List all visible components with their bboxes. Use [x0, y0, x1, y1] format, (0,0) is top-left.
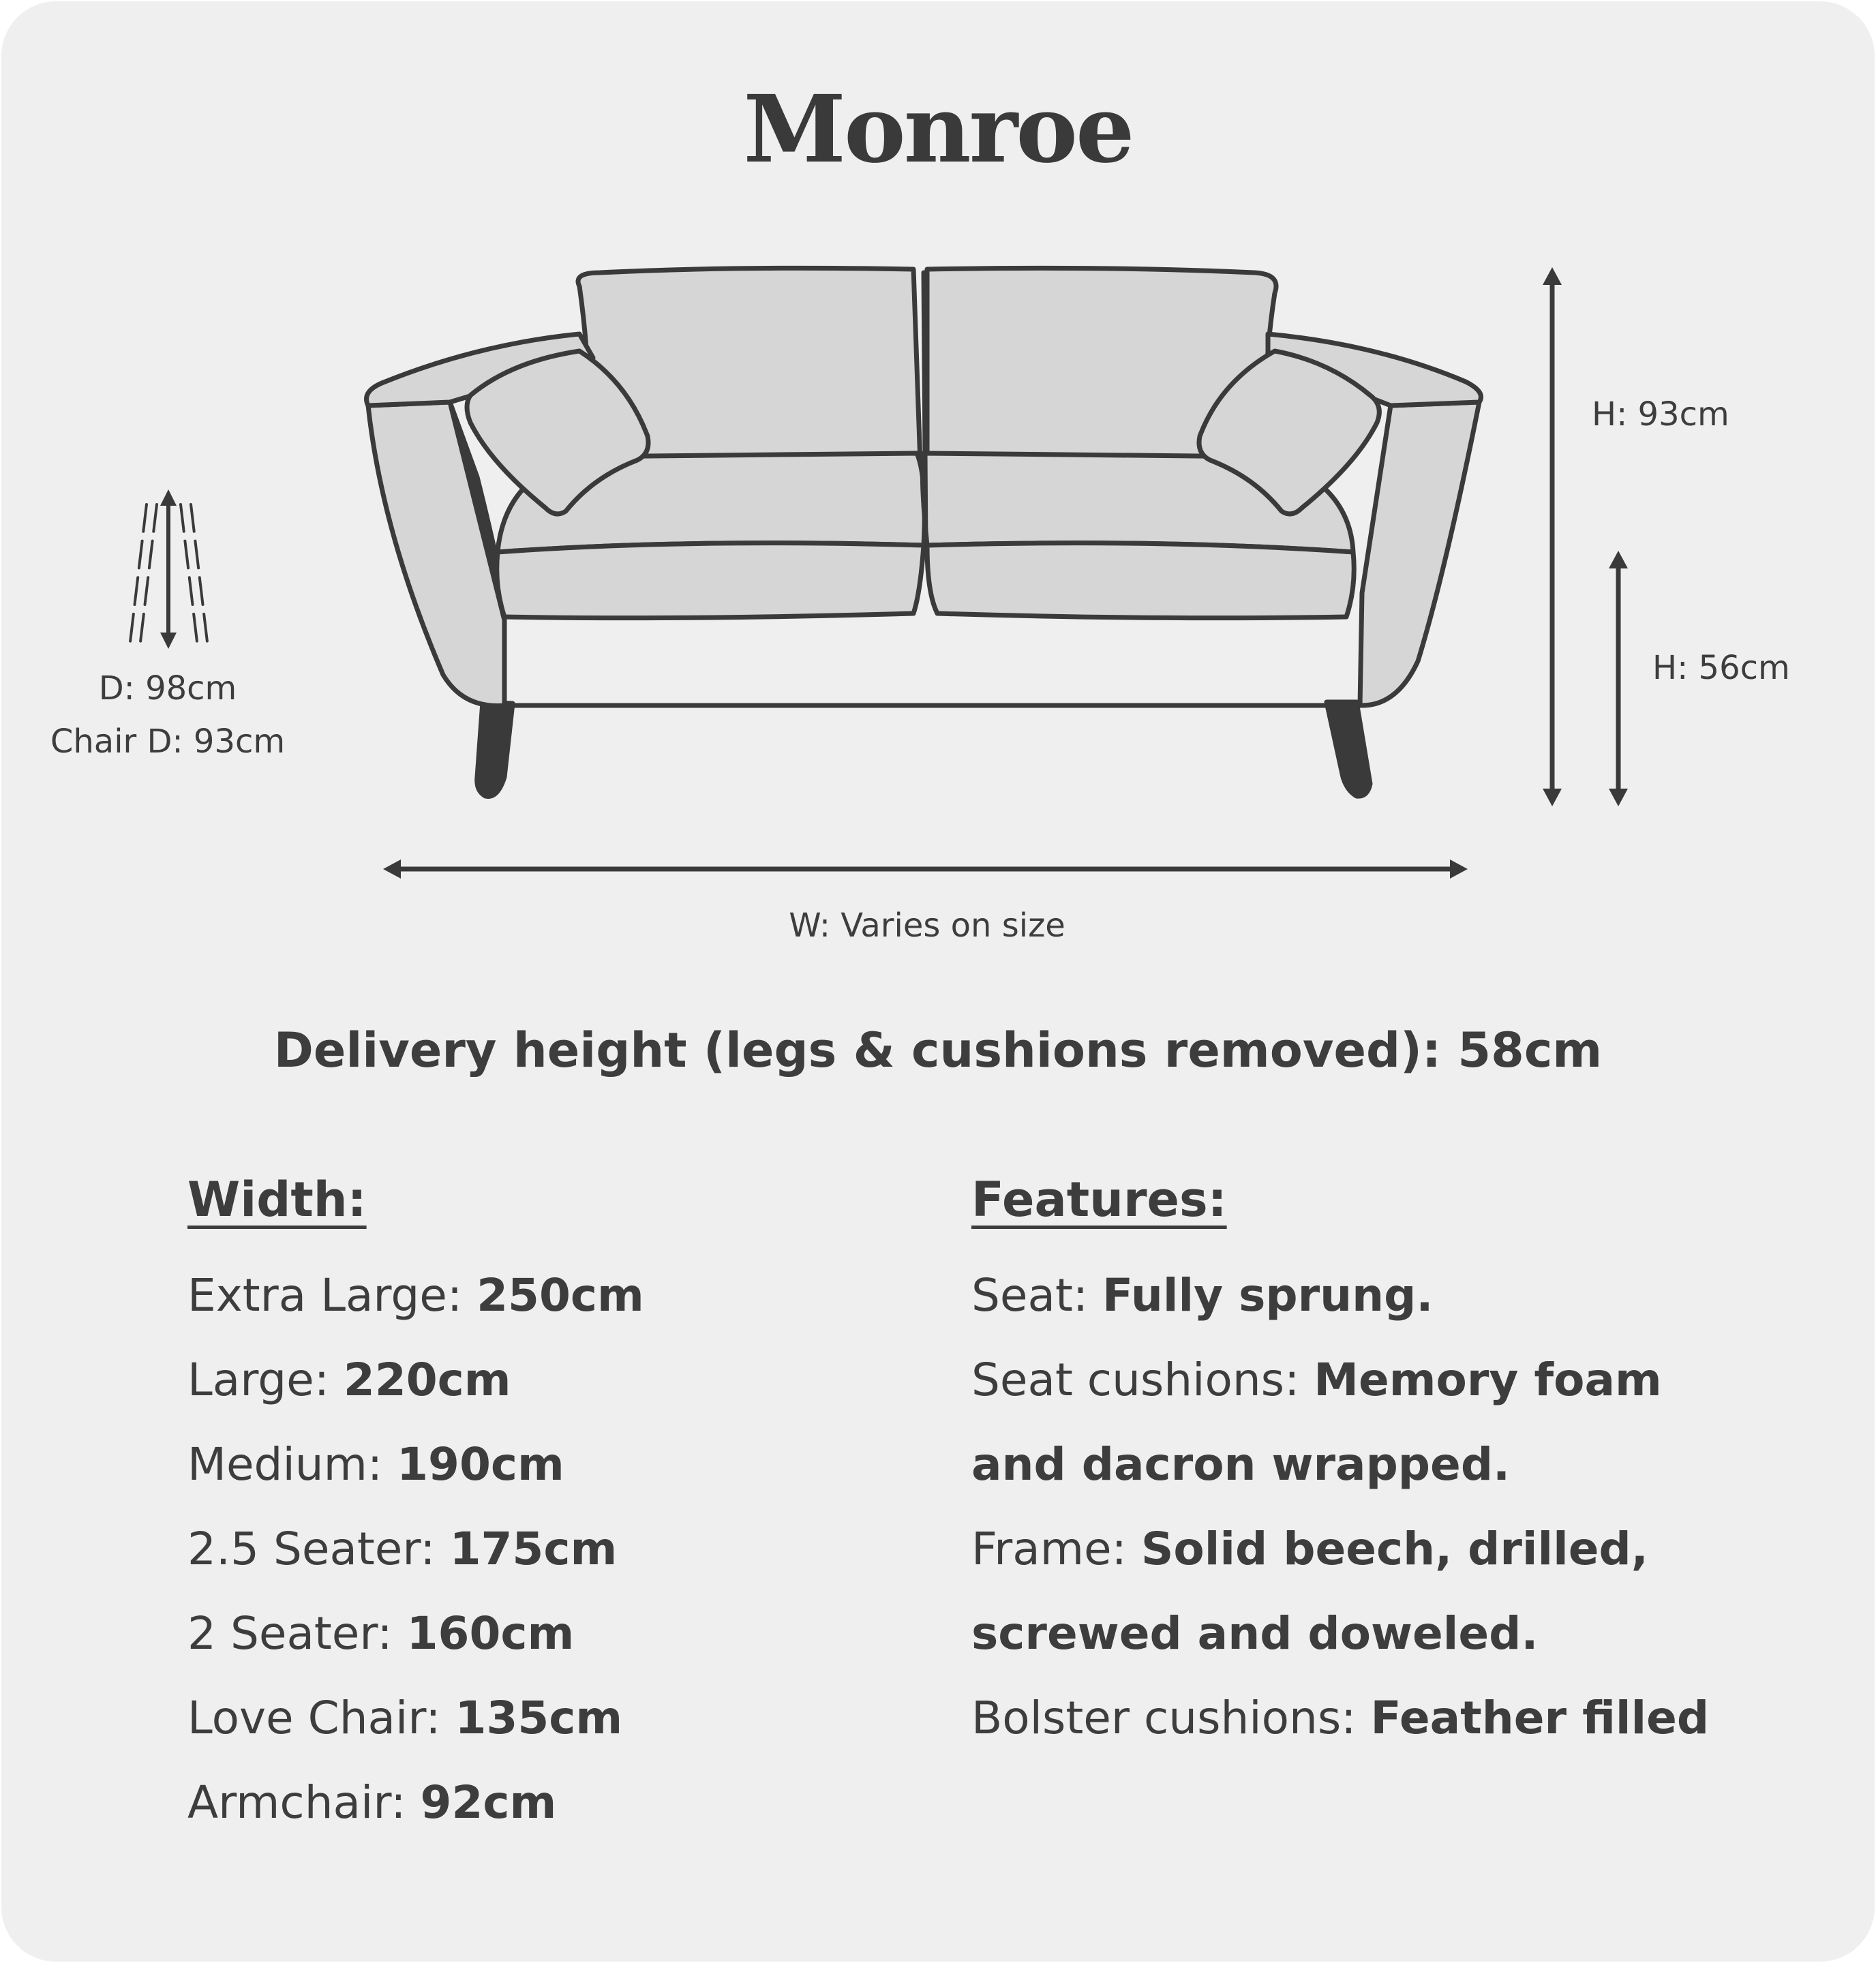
product-title: Monroe: [743, 75, 1133, 184]
features-section: [971, 1169, 1709, 1761]
sofa-leg-left: [477, 702, 513, 796]
seat-cushion-front-left: [497, 543, 924, 618]
width-item: Love Chair: 135cm: [187, 1692, 623, 1744]
feature-frame: Frame: Solid beech, drilled,: [971, 1523, 1648, 1575]
depth-label: D: 98cm: [98, 669, 237, 707]
height-seat-label: H: 56cm: [1652, 649, 1790, 687]
features-heading: Features:: [971, 1172, 1227, 1228]
width-item: Large: 220cm: [187, 1354, 511, 1406]
sofa-illustration: [0, 0, 1876, 954]
width-item: Armchair: 92cm: [187, 1776, 557, 1829]
width-item: Extra Large: 250cm: [187, 1269, 644, 1322]
width-item: 2 Seater: 160cm: [187, 1607, 575, 1660]
delivery-height: Delivery height (legs & cushions removed): 58cm: [273, 1022, 1603, 1078]
feature-seat-cushions: Seat cushions: Memory foam: [971, 1354, 1662, 1406]
width-item: 2.5 Seater: 175cm: [187, 1523, 618, 1575]
height-total-label: H: 93cm: [1592, 395, 1729, 433]
feature-seat: Seat: Fully sprung.: [971, 1269, 1434, 1322]
sofa-leg-right: [1327, 702, 1370, 796]
feature-frame-cont: screwed and doweled.: [971, 1607, 1539, 1660]
feature-bolster: Bolster cushions: Feather filled: [971, 1692, 1710, 1744]
width-label: W: Varies on size: [789, 907, 1065, 945]
chair-depth-label: Chair D: 93cm: [50, 722, 286, 761]
width-item: Medium: 190cm: [187, 1438, 564, 1491]
feature-seat-cushions-cont: and dacron wrapped.: [971, 1438, 1511, 1491]
seat-cushion-front-right: [927, 543, 1354, 618]
width-section: [187, 1169, 644, 1845]
width-heading: Width:: [187, 1172, 367, 1228]
